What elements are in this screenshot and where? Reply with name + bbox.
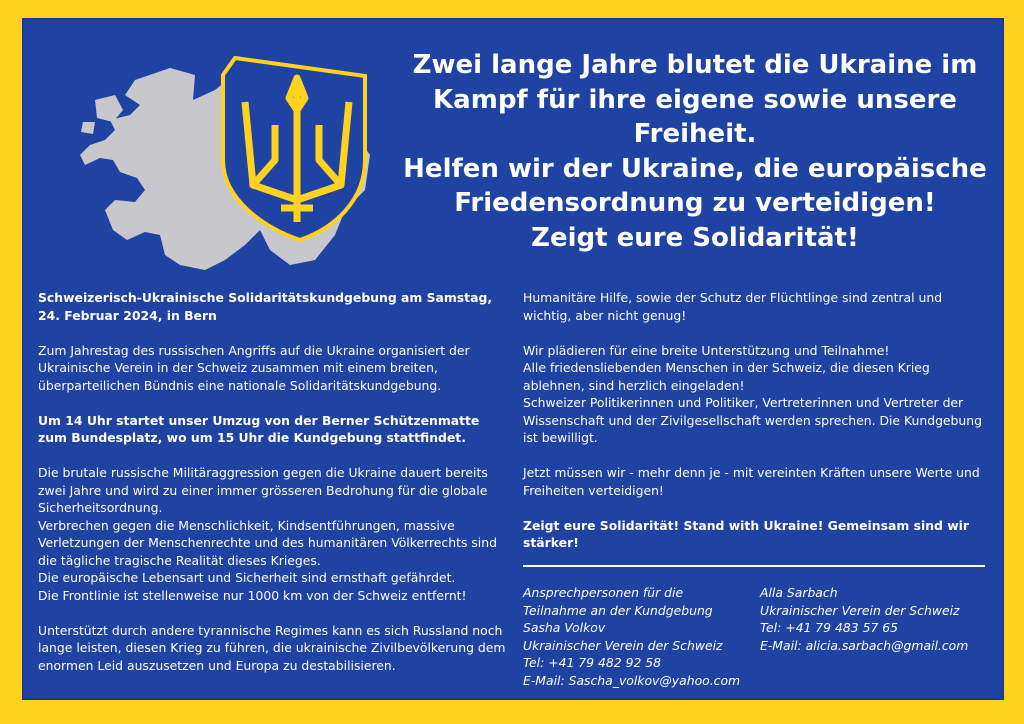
right-column [523,289,993,569]
paragraph: Alle friedensliebenden Menschen in der Schweiz, die diesen Krieg ablehnen, sind herzlich eingeladen! [523,360,930,393]
contact-block-volkov [523,584,753,689]
event-title: Schweizerisch-Ukrainische Solidaritätskundgebung am Samstag, 24. Februar 2024, in Bern [38,290,493,323]
headline-line: Freiheit. [633,119,757,149]
contact-line: Alla Sarbach [760,585,838,600]
paragraph: Die europäische Lebensart und Sicherheit sind ernsthaft gefährdet. [38,570,456,585]
headline-line: Friedensordnung zu verteidigen! [454,188,936,218]
solidarity-call: Zeigt eure Solidarität! Stand with Ukraine! Gemeinsam sind wir stärker! [523,517,970,550]
contact-line: Ukrainischer Verein der Schweiz [760,602,960,618]
contact-line: Tel: +41 79 482 92 58 [523,655,662,670]
paragraph: Humanitäre Hilfe, sowie der Schutz der Flüchtlinge sind zentral und wichtig, aber nicht genug! [523,290,943,323]
paragraph: Wir plädieren für eine breite Unterstützung und Teilnahme! [523,342,890,358]
paragraph: Jetzt müssen wir - mehr denn je - mit vereinten Kräften unsere Werte und Freiheiten verteidigen! [523,465,980,498]
contact-email: E-Mail: Sascha_volkov@yahoo.com [523,672,741,688]
contact-line: Tel: +41 79 483 57 65 [760,620,899,635]
contact-block-sarbach [760,584,1000,654]
headline-line: Kampf für ihre eigene sowie unsere [433,84,957,115]
paragraph: Schweizer Politikerinnen und Politiker, Vertreterinnen und Vertreter der Wissenschaft und der Zivilgesellschaft werden sprechen. Die Kundgebung ist bewilligt. [523,395,982,445]
headline-line: Helfen wir der Ukraine, die europäische [403,153,987,184]
paragraph: Die Frontlinie ist stellenweise nur 1000 km von der Schweiz entfernt! [38,587,467,603]
contact-line: Teilnahme an der Kundgebung [523,602,713,618]
headline [390,48,1000,255]
headline-line: Zeigt eure Solidarität! [531,222,859,253]
contact-email: E-Mail: alicia.sarbach@gmail.com [760,637,969,653]
contact-line: Ukrainischer Verein der Schweiz [523,637,723,653]
paragraph: Unterstützt durch andere tyrannische Regimes kann es sich Russland noch lange leisten, diesen Krieg zu führen, die ukrainische Zivilbevölkerung dem enormen Leid auszusetzen und Europa zu destabilisieren. [38,622,506,673]
route-info: Um 14 Uhr startet unser Umzug von der Berner Schützenmatte zum Bundesplatz, wo um 15 Uhr die Kundgebung stattfindet. [38,412,480,445]
left-column [38,289,508,692]
paragraph: Verbrechen gegen die Menschlichkeit, Kindsentführungen, massive Verletzungen der Menschenrechte und des humanitären Völkerrechts sind die tägliche tragische Realität dieses Krieges. [38,517,497,568]
headline-line: Zwei lange Jahre blutet die Ukraine im [412,50,978,80]
paragraph: Zum Jahrestag des russischen Angriffs auf die Ukraine organisiert der Ukrainische Verein in der Schweiz zusammen mit einem breiten, überparteilichen Bündnis eine nationale Solidaritätskundgebung. [38,342,470,393]
contact-line: Sasha Volkov [523,620,606,635]
divider [523,565,985,567]
contact-line: Ansprechpersonen für die [523,585,684,600]
paragraph: Die brutale russische Militäraggression gegen die Ukraine dauert bereits zwei Jahre und wird zu einer immer grösseren Bedrohung für die globale Sicherheitsordnung. [38,465,488,515]
ukraine-trident-shield-icon [215,50,380,245]
